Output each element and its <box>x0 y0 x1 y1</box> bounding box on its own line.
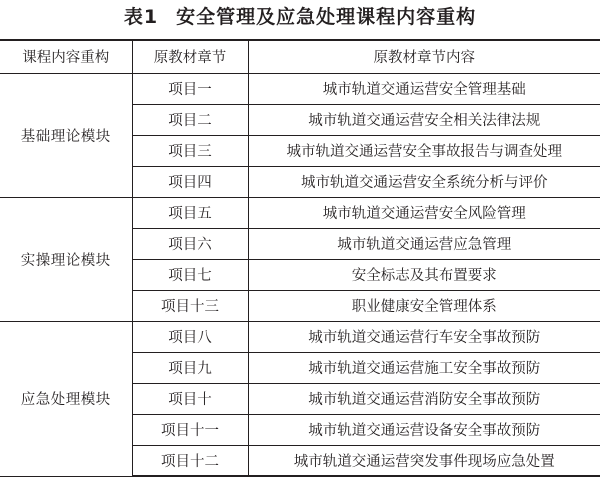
content-cell: 安全标志及其布置要求 <box>248 259 600 290</box>
content-cell: 城市轨道交通运营安全风险管理 <box>248 197 600 228</box>
table-row <box>0 73 600 104</box>
chapter-cell: 项目一 <box>132 73 248 104</box>
content-cell: 城市轨道交通运营设备安全事故预防 <box>248 414 600 445</box>
chapter-cell: 项目十三 <box>132 290 248 321</box>
content-cell: 城市轨道交通运营突发事件现场应急处置 <box>248 445 600 476</box>
content-cell: 城市轨道交通运营行车安全事故预防 <box>248 321 600 352</box>
chapter-cell: 项目九 <box>132 352 248 383</box>
course-restructure-table <box>0 39 600 477</box>
chapter-cell: 项目十一 <box>132 414 248 445</box>
header-row <box>0 40 600 73</box>
chapter-cell: 项目四 <box>132 166 248 197</box>
table-row <box>0 197 600 228</box>
chapter-cell: 项目八 <box>132 321 248 352</box>
chapter-cell: 项目三 <box>132 135 248 166</box>
chapter-cell: 项目六 <box>132 228 248 259</box>
chapter-cell: 项目十二 <box>132 445 248 476</box>
table-caption <box>0 2 600 32</box>
table-number: 表1 <box>123 6 159 28</box>
table-row <box>0 321 600 352</box>
header-module: 课程内容重构 <box>0 40 132 73</box>
header-content: 原教材章节内容 <box>248 40 600 73</box>
chapter-cell: 项目十 <box>132 383 248 414</box>
module-cell: 实操理论模块 <box>0 197 132 321</box>
chapter-cell: 项目七 <box>132 259 248 290</box>
header-chapter: 原教材章节 <box>132 40 248 73</box>
chapter-cell: 项目二 <box>132 104 248 135</box>
module-cell: 基础理论模块 <box>0 73 132 197</box>
content-cell: 城市轨道交通运营安全系统分析与评价 <box>248 166 600 197</box>
table-title: 安全管理及应急处理课程内容重构 <box>176 6 477 28</box>
content-cell: 城市轨道交通运营消防安全事故预防 <box>248 383 600 414</box>
content-cell: 城市轨道交通运营施工安全事故预防 <box>248 352 600 383</box>
content-cell: 城市轨道交通运营安全事故报告与调查处理 <box>248 135 600 166</box>
content-cell: 职业健康安全管理体系 <box>248 290 600 321</box>
chapter-cell: 项目五 <box>132 197 248 228</box>
module-cell: 应急处理模块 <box>0 321 132 476</box>
content-cell: 城市轨道交通运营安全相关法律法规 <box>248 104 600 135</box>
content-cell: 城市轨道交通运营安全管理基础 <box>248 73 600 104</box>
content-cell: 城市轨道交通运营应急管理 <box>248 228 600 259</box>
